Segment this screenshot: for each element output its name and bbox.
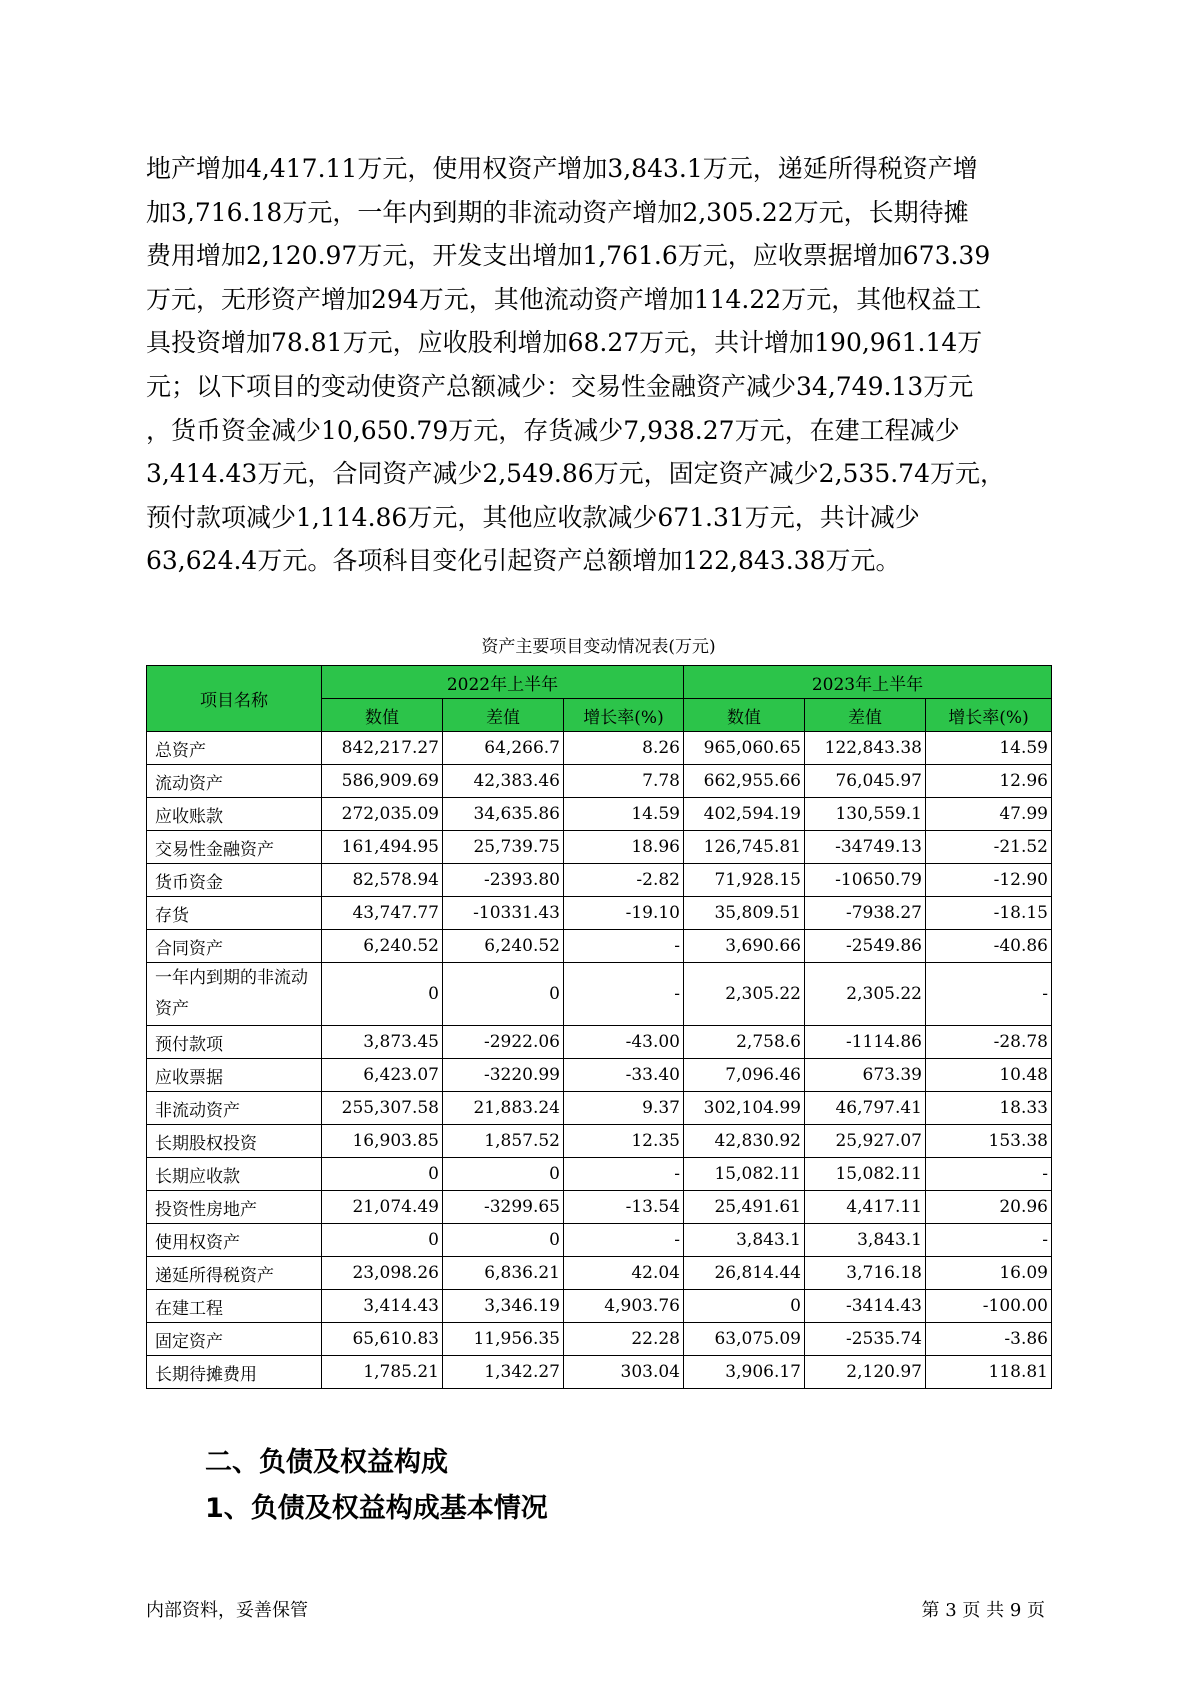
table-cell: 6,423.07 — [322, 1059, 443, 1092]
row-item-name: 在建工程 — [147, 1290, 322, 1323]
paragraph-line: 万元，无形资产增加294万元，其他流动资产增加114.22万元，其他权益工 — [146, 284, 982, 314]
section-heading: 二、负债及权益构成 — [205, 1447, 448, 1478]
table-cell: - — [564, 930, 684, 963]
table-cell: 3,716.18 — [805, 1257, 926, 1290]
row-item-name: 长期待摊费用 — [147, 1356, 322, 1389]
table-cell: -13.54 — [564, 1191, 684, 1224]
table-cell: 25,491.61 — [684, 1191, 805, 1224]
table-row — [147, 1356, 1052, 1389]
table-row — [147, 1257, 1052, 1290]
table-row — [147, 1026, 1052, 1059]
subsection-heading: 1、负债及权益构成基本情况 — [205, 1493, 548, 1524]
table-cell: 0 — [443, 1158, 564, 1191]
table-cell: 42.04 — [564, 1257, 684, 1290]
table-cell: -3414.43 — [805, 1290, 926, 1323]
row-item-name: 合同资产 — [147, 930, 322, 963]
table-row — [147, 1323, 1052, 1356]
growth-rate-header: 增长率(%) — [564, 699, 684, 732]
table-cell: -3299.65 — [443, 1191, 564, 1224]
table-cell: 7.78 — [564, 765, 684, 798]
paragraph-line: 费用增加2,120.97万元，开发支出增加1,761.6万元，应收票据增加673.39 — [146, 241, 991, 271]
table-row — [147, 1224, 1052, 1257]
row-item-name: 一年内到期的非流动资产 — [147, 963, 322, 1026]
table-cell: - — [926, 1224, 1052, 1257]
table-cell: 255,307.58 — [322, 1092, 443, 1125]
value-header: 数值 — [322, 699, 443, 732]
paragraph-line: 63,624.4万元。各项科目变化引起资产总额增加122,843.38万元。 — [146, 546, 901, 576]
table-cell: -21.52 — [926, 831, 1052, 864]
table-cell: 3,414.43 — [322, 1290, 443, 1323]
value-header: 数值 — [684, 699, 805, 732]
table-cell: -10650.79 — [805, 864, 926, 897]
table-cell: 12.96 — [926, 765, 1052, 798]
table-cell: 130,559.1 — [805, 798, 926, 831]
table-body — [147, 732, 1052, 1389]
table-cell: -40.86 — [926, 930, 1052, 963]
footer-page-number: 第 3 页 共 9 页 — [921, 1600, 1045, 1621]
table-header — [147, 666, 1052, 732]
paragraph-line: 元；以下项目的变动使资产总额减少：交易性金融资产减少34,749.13万元 — [146, 371, 974, 401]
table-cell: 42,830.92 — [684, 1125, 805, 1158]
table-cell: 965,060.65 — [684, 732, 805, 765]
table-cell: 9.37 — [564, 1092, 684, 1125]
paragraph-line: 预付款项减少1,114.86万元，其他应收款减少671.31万元，共计减少 — [146, 502, 920, 532]
table-cell: 10.48 — [926, 1059, 1052, 1092]
table-cell: 23,098.26 — [322, 1257, 443, 1290]
growth-rate-header: 增长率(%) — [926, 699, 1052, 732]
table-cell: 71,928.15 — [684, 864, 805, 897]
table-cell: 25,739.75 — [443, 831, 564, 864]
paragraph-line: 加3,716.18万元，一年内到期的非流动资产增加2,305.22万元，长期待摊 — [146, 197, 969, 227]
paragraph-line: ，货币资金减少10,650.79万元，存货减少7,938.27万元，在建工程减少 — [146, 415, 960, 445]
table-cell: 14.59 — [564, 798, 684, 831]
row-item-name: 投资性房地产 — [147, 1191, 322, 1224]
table-cell: -43.00 — [564, 1026, 684, 1059]
table-cell: 6,836.21 — [443, 1257, 564, 1290]
table-cell: 14.59 — [926, 732, 1052, 765]
table-cell: 302,104.99 — [684, 1092, 805, 1125]
table-cell: 6,240.52 — [322, 930, 443, 963]
table-cell: 586,909.69 — [322, 765, 443, 798]
table-cell: 0 — [443, 963, 564, 1026]
table-cell: 2,305.22 — [805, 963, 926, 1026]
table-cell: 662,955.66 — [684, 765, 805, 798]
table-cell: -3220.99 — [443, 1059, 564, 1092]
table-row — [147, 831, 1052, 864]
table-cell: 16,903.85 — [322, 1125, 443, 1158]
table-cell: 842,217.27 — [322, 732, 443, 765]
table-row — [147, 732, 1052, 765]
table-cell: 34,635.86 — [443, 798, 564, 831]
table-cell: 18.33 — [926, 1092, 1052, 1125]
row-item-name: 使用权资产 — [147, 1224, 322, 1257]
paragraph-line: 3,414.43万元，合同资产减少2,549.86万元，固定资产减少2,535.74万元， — [146, 459, 1005, 489]
table-cell: -2535.74 — [805, 1323, 926, 1356]
table-cell: 1,342.27 — [443, 1356, 564, 1389]
row-item-name: 预付款项 — [147, 1026, 322, 1059]
table-cell: 1,857.52 — [443, 1125, 564, 1158]
table-cell: 303.04 — [564, 1356, 684, 1389]
table-cell: 3,843.1 — [805, 1224, 926, 1257]
table-cell: 3,843.1 — [684, 1224, 805, 1257]
table-cell: - — [926, 963, 1052, 1026]
table-cell: 118.81 — [926, 1356, 1052, 1389]
body-paragraph — [146, 147, 1046, 583]
table-cell: 47.99 — [926, 798, 1052, 831]
table-cell: 2,120.97 — [805, 1356, 926, 1389]
table-cell: 12.35 — [564, 1125, 684, 1158]
table-cell: 8.26 — [564, 732, 684, 765]
table-row — [147, 1092, 1052, 1125]
table-cell: -10331.43 — [443, 897, 564, 930]
row-item-name: 非流动资产 — [147, 1092, 322, 1125]
table-cell: 46,797.41 — [805, 1092, 926, 1125]
table-cell: 4,903.76 — [564, 1290, 684, 1323]
table-cell: 21,883.24 — [443, 1092, 564, 1125]
table-cell: 15,082.11 — [805, 1158, 926, 1191]
row-item-name: 交易性金融资产 — [147, 831, 322, 864]
table-cell: -28.78 — [926, 1026, 1052, 1059]
asset-changes-table — [146, 665, 1052, 1389]
table-cell: 35,809.51 — [684, 897, 805, 930]
diff-header: 差值 — [805, 699, 926, 732]
table-cell: 1,785.21 — [322, 1356, 443, 1389]
table-row — [147, 1125, 1052, 1158]
table-cell: 16.09 — [926, 1257, 1052, 1290]
table-cell: 0 — [443, 1224, 564, 1257]
table-cell: 42,383.46 — [443, 765, 564, 798]
table-cell: 272,035.09 — [322, 798, 443, 831]
table-cell: 122,843.38 — [805, 732, 926, 765]
table-row — [147, 930, 1052, 963]
table-cell: 3,906.17 — [684, 1356, 805, 1389]
table-row — [147, 798, 1052, 831]
table-cell: -2922.06 — [443, 1026, 564, 1059]
table-cell: 22.28 — [564, 1323, 684, 1356]
diff-header: 差值 — [443, 699, 564, 732]
footer-confidential-note: 内部资料，妥善保管 — [146, 1600, 308, 1621]
table-cell: - — [564, 963, 684, 1026]
table-cell: 4,417.11 — [805, 1191, 926, 1224]
table-cell: 402,594.19 — [684, 798, 805, 831]
table-cell: 2,758.6 — [684, 1026, 805, 1059]
row-item-name: 递延所得税资产 — [147, 1257, 322, 1290]
table-cell: 6,240.52 — [443, 930, 564, 963]
table-cell: 76,045.97 — [805, 765, 926, 798]
table-cell: -3.86 — [926, 1323, 1052, 1356]
paragraph-line: 具投资增加78.81万元，应收股利增加68.27万元，共计增加190,961.14万 — [146, 328, 983, 358]
table-row — [147, 864, 1052, 897]
row-item-name: 货币资金 — [147, 864, 322, 897]
row-item-name: 长期应收款 — [147, 1158, 322, 1191]
table-cell: 153.38 — [926, 1125, 1052, 1158]
table-cell: -12.90 — [926, 864, 1052, 897]
row-item-name: 应收票据 — [147, 1059, 322, 1092]
table-cell: 43,747.77 — [322, 897, 443, 930]
period-header-2022: 2022年上半年 — [322, 666, 684, 699]
table-row — [147, 897, 1052, 930]
table-cell: 63,075.09 — [684, 1323, 805, 1356]
table-cell: 64,266.7 — [443, 732, 564, 765]
table-cell: 20.96 — [926, 1191, 1052, 1224]
table-cell: 11,956.35 — [443, 1323, 564, 1356]
table-row — [147, 1059, 1052, 1092]
table-cell: - — [564, 1224, 684, 1257]
table-cell: 2,305.22 — [684, 963, 805, 1026]
row-item-name: 存货 — [147, 897, 322, 930]
table-cell: 21,074.49 — [322, 1191, 443, 1224]
table-cell: -2549.86 — [805, 930, 926, 963]
table-cell: -2393.80 — [443, 864, 564, 897]
table-cell: 7,096.46 — [684, 1059, 805, 1092]
table-cell: -19.10 — [564, 897, 684, 930]
row-item-name: 应收账款 — [147, 798, 322, 831]
table-cell: 15,082.11 — [684, 1158, 805, 1191]
table-cell: 673.39 — [805, 1059, 926, 1092]
table-cell: 0 — [322, 1158, 443, 1191]
row-item-name: 长期股权投资 — [147, 1125, 322, 1158]
item-name-header: 项目名称 — [147, 666, 322, 732]
table-cell: - — [564, 1158, 684, 1191]
table-cell: 0 — [684, 1290, 805, 1323]
table-cell: 3,346.19 — [443, 1290, 564, 1323]
table-cell: 126,745.81 — [684, 831, 805, 864]
table-cell: 161,494.95 — [322, 831, 443, 864]
table-cell: - — [926, 1158, 1052, 1191]
table-row — [147, 1191, 1052, 1224]
table-row — [147, 765, 1052, 798]
table-cell: -100.00 — [926, 1290, 1052, 1323]
table-cell: -34749.13 — [805, 831, 926, 864]
paragraph-line: 地产增加4,417.11万元，使用权资产增加3,843.1万元，递延所得税资产增 — [146, 154, 978, 183]
table-caption: 资产主要项目变动情况表(万元) — [481, 637, 716, 657]
table-cell: -2.82 — [564, 864, 684, 897]
table-cell: -18.15 — [926, 897, 1052, 930]
period-header-2023: 2023年上半年 — [684, 666, 1052, 699]
table-cell: -7938.27 — [805, 897, 926, 930]
table-cell: 25,927.07 — [805, 1125, 926, 1158]
table-cell: 82,578.94 — [322, 864, 443, 897]
table-cell: 3,690.66 — [684, 930, 805, 963]
row-item-name: 固定资产 — [147, 1323, 322, 1356]
table-cell: -33.40 — [564, 1059, 684, 1092]
table-cell: 18.96 — [564, 831, 684, 864]
table-cell: 0 — [322, 963, 443, 1026]
table-cell: -1114.86 — [805, 1026, 926, 1059]
table-row — [147, 963, 1052, 1026]
table-row — [147, 1290, 1052, 1323]
table-cell: 3,873.45 — [322, 1026, 443, 1059]
table-cell: 26,814.44 — [684, 1257, 805, 1290]
row-item-name: 流动资产 — [147, 765, 322, 798]
table-cell: 0 — [322, 1224, 443, 1257]
row-item-name: 总资产 — [147, 732, 322, 765]
table-cell: 65,610.83 — [322, 1323, 443, 1356]
table-row — [147, 1158, 1052, 1191]
